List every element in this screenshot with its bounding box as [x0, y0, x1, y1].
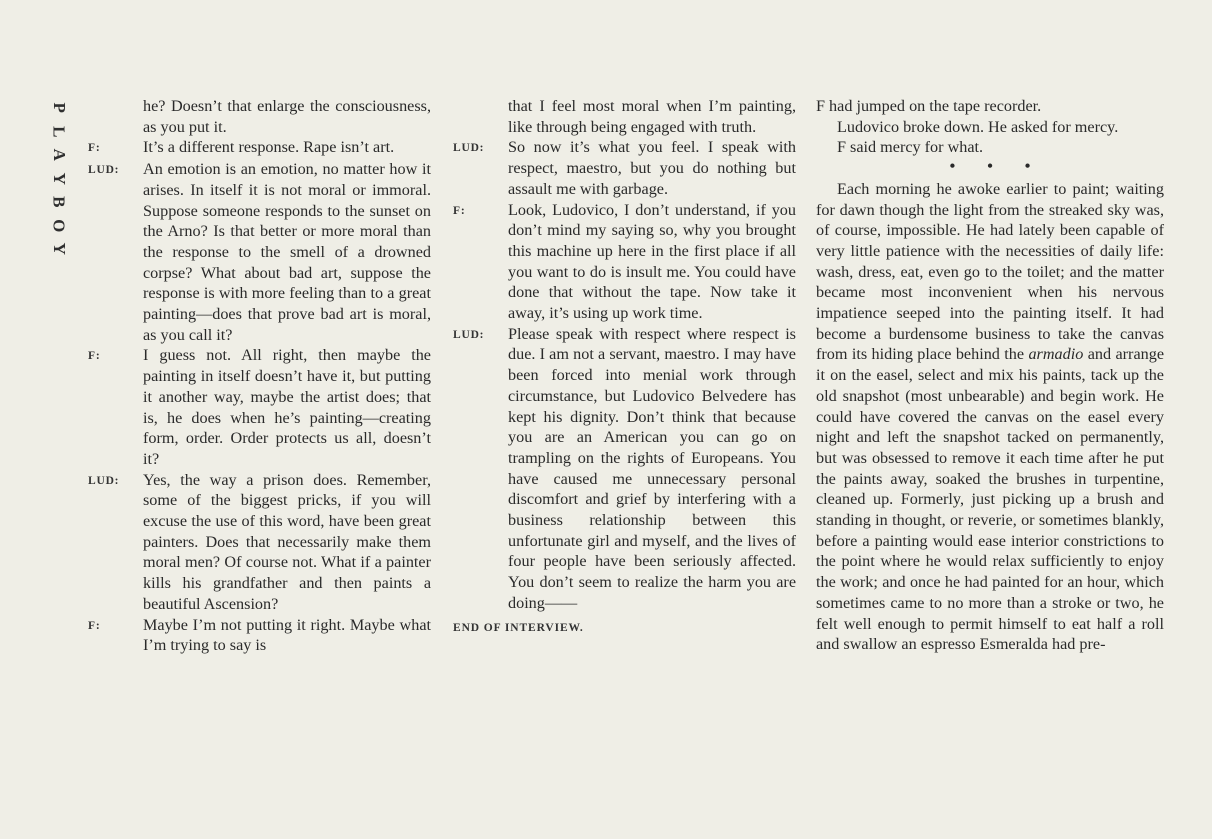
speaker-label: LUD: — [453, 328, 485, 341]
dialogue-entry — [88, 159, 431, 345]
speaker-label: LUD: — [88, 474, 120, 487]
dialogue-text: Yes, the way a prison does. Remember, some of the biggest pricks, if you will excuse the use of this word, have been great painters. Does that necessarily make them moral men? Of course not. What if a painter kills his grandfather and then paints a beautiful Ascension? — [143, 470, 431, 613]
end-of-interview-label: END OF INTERVIEW. — [453, 621, 584, 634]
title-letter: L — [49, 125, 69, 137]
title-letter: Y — [49, 172, 69, 185]
dialogue-text: Maybe I’m not putting it right. Maybe what I’m trying to say is — [143, 615, 431, 655]
section-break-dots: • • • — [949, 158, 1045, 176]
dialogue-entry — [88, 96, 431, 137]
paragraph-line: F had jumped on the tape recorder. — [816, 97, 1042, 115]
title-letter: P — [49, 102, 69, 113]
magazine-title-vertical — [47, 96, 71, 261]
paragraph-text: Each morning he awoke earlier to paint; waiting for dawn though the light from the streaked sky was, of course, impossible. He had lately been capable of very little patience with the necessities of daily life: wash, dress, eat, even go to the toilet; and the matter became most inconvenient when his nervous impatience seeped into the painting itself. It had become a burdensome business to take the canvas from its hiding place behind the — [816, 179, 1164, 364]
speaker-label: F: — [88, 350, 101, 363]
column-2 — [453, 96, 796, 638]
speaker-label: LUD: — [453, 142, 485, 155]
dialogue-text: Please speak with respect where respect is due. I am not a servant, maestro. I may have been forced into menial work through circumstance, but Ludovico Belvedere has kept his dignity. Don’t think that because you are an American you can go on trampling on the rights of Europeans. You have caused me unnecessary personal discomfort and grief by interfering with a business relationship between this unfortunate girl and myself, and the lives of four people have been seriously affected. You don’t seem to realize the harm you are doing—— — [508, 324, 796, 612]
dialogue-entry — [453, 137, 796, 199]
dialogue-entry — [88, 470, 431, 615]
dialogue-text: So now it’s what you feel. I speak with respect, maestro, but you do nothing but assault me with garbage. — [508, 138, 796, 198]
column-3 — [816, 96, 1164, 655]
speaker-label: F: — [88, 142, 101, 155]
paragraph-text: and arrange it on the easel, select and mix his paints, tack up the old snapshot (most unbearable) and begin work. He could have covered the canvas on the easel every night and left the snapshot tacked on permanently, but was obsessed to remove it each time after he put the paints away, soaked the brushes in turpentine, cleaned up. Formerly, just picking up a brush and standing in thought, or reverie, or sometimes blankly, before a painting would ease interior constrictions to the point where he would relax sufficiently to enjoy the work; and once he had painted for an hour, which sometimes came to no more than a stroke or two, he felt well enough to permit himself to eat half a roll and swallow an espresso Esmeralda had pre- — [816, 345, 1165, 654]
paragraph-line: Ludovico broke down. He asked for mercy. — [837, 117, 1119, 136]
dialogue-entry — [88, 345, 431, 469]
title-letter: Y — [49, 242, 69, 255]
title-letter: B — [49, 196, 69, 208]
speaker-label: F: — [453, 204, 466, 217]
title-letter: O — [49, 218, 69, 232]
paragraph-line: F said mercy for what. — [837, 138, 984, 157]
body-paragraph — [816, 179, 1164, 655]
speaker-label — [88, 96, 143, 97]
dialogue-text: that I feel most moral when I’m painting, like through being engaged with truth. — [508, 97, 796, 136]
speaker-label — [453, 96, 508, 97]
speaker-label: F: — [88, 619, 101, 632]
speaker-label: LUD: — [88, 164, 120, 177]
column-1 — [88, 96, 431, 656]
dialogue-entry — [88, 137, 431, 159]
dialogue-entry — [88, 615, 431, 656]
dialogue-text: It’s a different response. Rape isn’t art. — [143, 138, 395, 157]
dialogue-text: I guess not. All right, then maybe the painting in itself doesn’t have it, but putting it another way, maybe the artist does; that is, he does when he’s painting—creating form, order. Order protects us all, doesn’t it? — [143, 346, 431, 468]
dialogue-entry — [453, 96, 796, 137]
dialogue-text: An emotion is an emotion, no matter how it arises. In itself it is not moral or immoral. Suppose someone responds to the sunset on the Arno? Is that better or more moral than the response to the smell of a drowned corpse? What about bad art, suppose the response is with more feeling than to a great painting—does that prove bad art is moral, as you call it? — [143, 160, 431, 344]
title-letter: A — [49, 148, 69, 161]
dialogue-text: he? Doesn’t that enlarge the consciousness, as you put it. — [143, 97, 431, 136]
italic-word: armadio — [1028, 345, 1084, 364]
dialogue-entry — [453, 324, 796, 614]
dialogue-text: Look, Ludovico, I don’t understand, if you don’t mind my saying so, why you brought this machine up here in the first place if all you want to do is insult me. You could have done that without the tape. Now take it away, it’s using up work time. — [508, 200, 796, 323]
dialogue-entry — [453, 200, 796, 324]
